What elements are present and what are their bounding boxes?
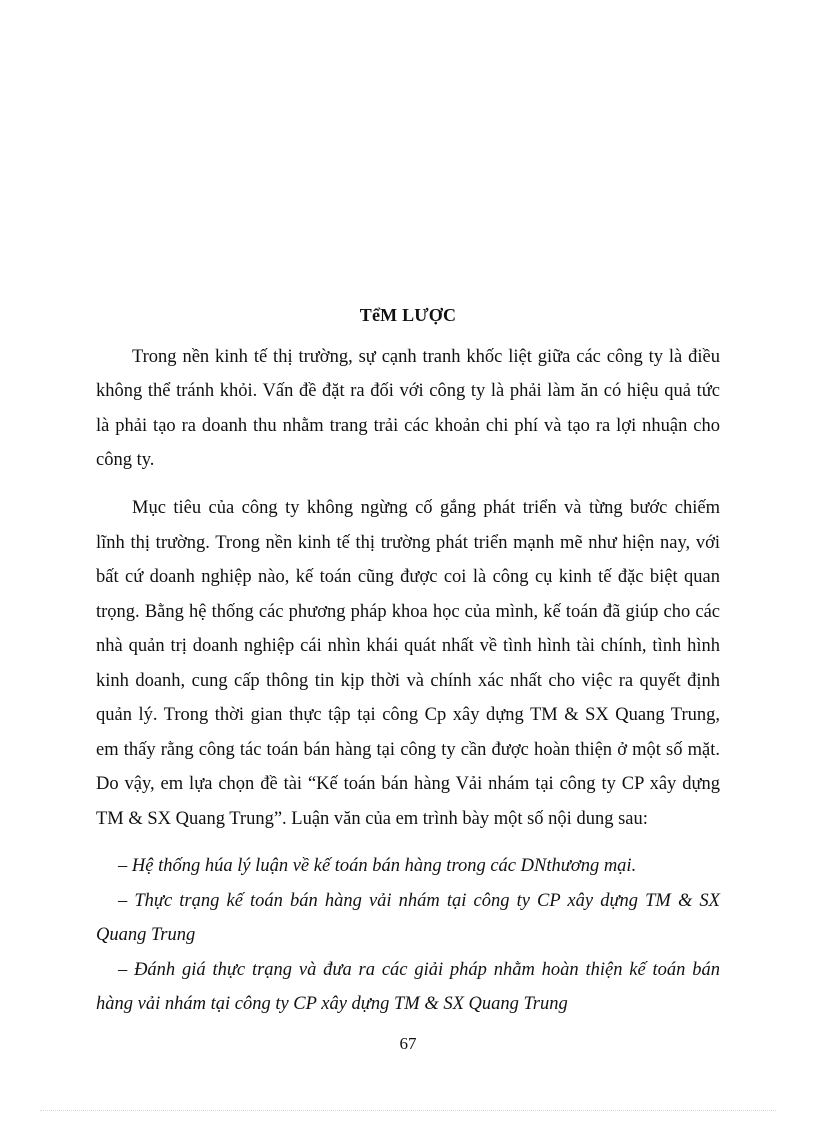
paragraph-line: không thể tránh khỏi. Vấn đề đặt ra đối với công ty là phải làm ăn có hiệu quả tức xyxy=(96,381,720,401)
paragraph-line: trọng. Bằng hệ thống các phương pháp khoa học của mình, kế toán đã giúp cho các xyxy=(96,602,720,622)
paragraph-line: là phải tạo ra doanh thu nhằm trang trải các khoản chi phí và tạo ra lợi nhuận cho xyxy=(96,416,720,436)
bullet-item-continuation: hàng vải nhám tại công ty CP xây dựng TM & SX Quang Trung xyxy=(96,994,568,1014)
bullet-item-continuation: Quang Trung xyxy=(96,925,196,945)
paragraph-line: Trong nền kinh tế thị trường, sự cạnh tranh khốc liệt giữa các công ty là điều xyxy=(132,347,720,367)
paragraph-line: quản lý. Trong thời gian thực tập tại công Cp xây dựng TM & SX Quang Trung, xyxy=(96,705,720,725)
page-bottom-rule xyxy=(40,1110,776,1111)
paragraph-line: bất cứ doanh nghiệp nào, kế toán cũng được coi là công cụ kinh tế đặc biệt quan xyxy=(96,567,720,587)
section-title: TểM LƯỢC xyxy=(359,305,457,325)
paragraph-line: lĩnh thị trường. Trong nền kinh tế thị trường phát triển mạnh mẽ như hiện nay, với xyxy=(96,533,720,553)
paragraph-line: kinh doanh, cung cấp thông tin kịp thời và chính xác nhất cho việc ra quyết định xyxy=(96,671,720,691)
paragraph-line: nhà quản trị doanh nghiệp cái nhìn khái quát nhất về tình hình tài chính, tình hình xyxy=(96,636,720,656)
paragraph-line: TM & SX Quang Trung”. Luận văn của em trình bày một số nội dung sau: xyxy=(96,809,648,829)
paragraph-line: công ty. xyxy=(96,450,155,470)
paragraph-line: Do vậy, em lựa chọn đề tài “Kế toán bán hàng Vải nhám tại công ty CP xây dựng xyxy=(96,774,720,794)
bullet-item: – Đánh giá thực trạng và đưa ra các giải pháp nhằm hoàn thiện kế toán bán xyxy=(118,960,720,980)
bullet-item: – Hệ thống húa lý luận về kế toán bán hàng trong các DNthương mại. xyxy=(118,856,637,876)
paragraph-line: em thấy rằng công tác toán bán hàng tại công ty cần được hoàn thiện ở một số mặt. xyxy=(96,740,720,760)
paragraph-line: Mục tiêu của công ty không ngừng cố gắng phát triển và từng bước chiếm xyxy=(132,498,720,518)
page-number: 67 xyxy=(399,1034,417,1053)
bullet-item: – Thực trạng kế toán bán hàng vải nhám tại công ty CP xây dựng TM & SX xyxy=(118,891,720,911)
